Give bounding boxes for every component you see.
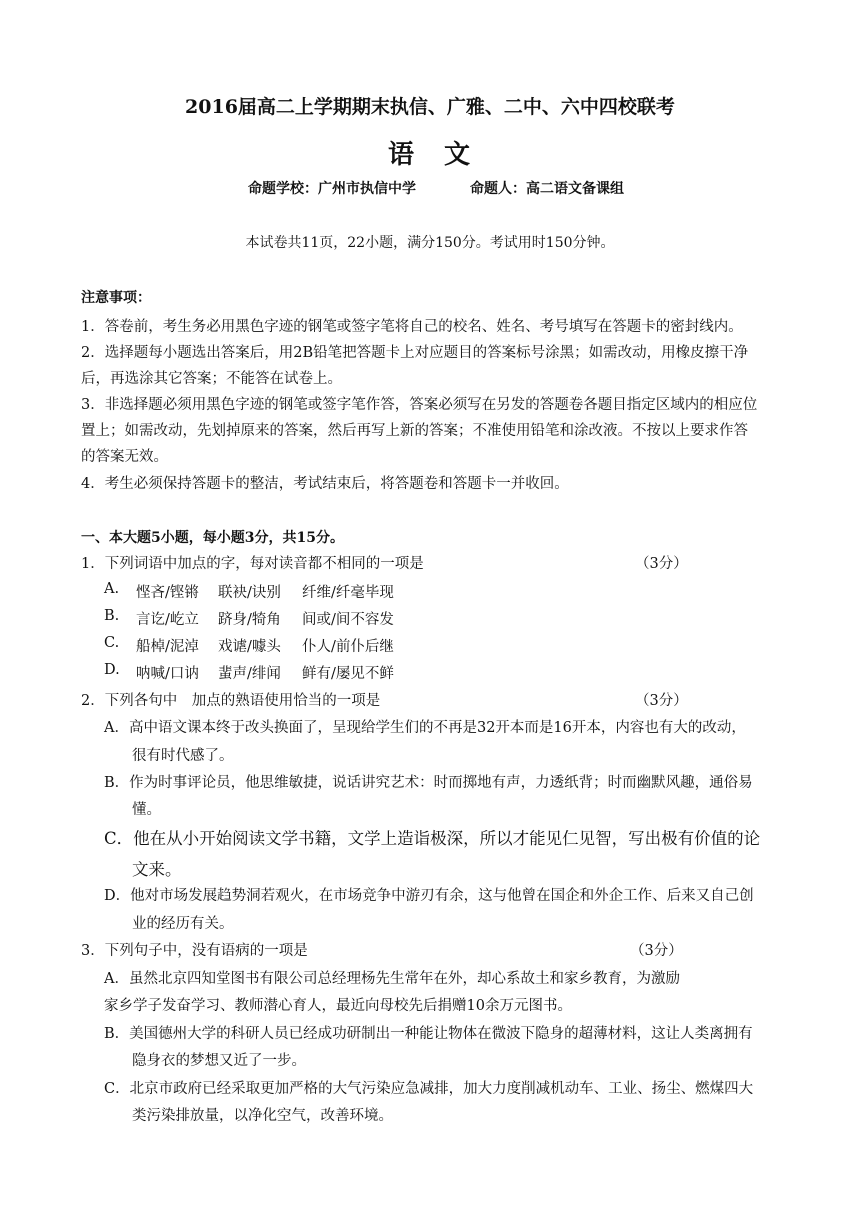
q1-option-b-word-3: 间或/间不容发 [302,612,394,628]
q1-option-d-word-1: 呐喊/口讷 [136,666,199,682]
q2-option-a-line-1: A．高中语文课本终于改头换面了，呈现给学生们的不再是32开本而是16开本，内容也有大的改动， [104,720,746,736]
q1-option-b-word-2: 跻身/犄角 [218,612,281,628]
notice-item-1: 1．答卷前，考生务必用黑色字迹的钢笔或签字笔将自己的校名、姓名、考号填写在答题卡的密封线内。 [81,319,743,335]
q2-option-d-line-2: 业的经历有关。 [132,916,234,932]
q3-option-a-line-2: 家乡学子发奋学习、教师潜心育人，最近向母校先后捐赠10余万元图书。 [104,998,572,1014]
q1-option-d-word-3: 鲜有/屡见不鲜 [302,666,394,682]
q2-option-c-line-1: C．他在从小开始阅读文学书籍，文学上造诣极深，所以才能见仁见智，写出极有价值的论 [104,829,761,848]
notice-heading: 注意事项： [81,290,151,306]
q1-option-d-word-2: 蜚声/绯闻 [218,666,281,682]
q1-option-c-word-1: 船棹/泥淖 [136,639,199,655]
q3-option-c-line-1: C．北京市政府已经采取更加严格的大气污染应急减排，加大力度削减机动车、工业、扬尘、燃煤四大 [104,1081,754,1097]
notice-item-2-line-1: 2．选择题每小题选出答案后，用2B铅笔把答题卡上对应题目的答案标号涂黑；如需改动，用橡皮擦干净 [81,345,749,361]
q1-option-a-word-3: 纤维/纤毫毕现 [302,585,394,601]
section-heading: 一、本大题5小题，每小题3分，共15分。 [81,530,344,546]
q2-option-d-line-1: D．他对市场发展趋势洞若观火，在市场竞争中游刃有余，这与他曾在国企和外企工作、后来又自己创 [104,888,754,904]
question-1-score: （3分） [635,556,688,572]
school-label: 命题学校：广州市执信中学 [248,181,416,197]
q2-option-c-line-2: 文来。 [132,860,182,879]
exam-info: 本试卷共11页，22小题，满分150分。考试用时150分钟。 [245,235,615,251]
q1-option-c-word-2: 戏谑/噱头 [218,639,281,655]
q2-option-b-line-1: B．作为时事评论员，他思维敏捷，说话讲究艺术：时而掷地有声，力透纸背；时而幽默风趣，通俗易 [104,775,753,791]
q3-option-b-line-1: B．美国德州大学的科研人员已经成功研制出一种能让物体在微波下隐身的超薄材料，这让人类离拥有 [104,1026,753,1042]
notice-item-4: 4．考生必须保持答题卡的整洁，考试结束后，将答题卷和答题卡一并收回。 [81,476,569,492]
question-2-stem: 2．下列各句中 加点的熟语使用恰当的一项是 [81,693,381,709]
q1-option-a-word-1: 悭吝/铿锵 [136,585,199,601]
q3-option-b-line-2: 隐身衣的梦想又近了一步。 [132,1053,306,1069]
question-2-score: （3分） [635,693,688,709]
q2-option-b-line-2: 懂。 [132,802,161,818]
q1-option-c-label: C. [104,635,120,651]
q1-option-a-word-2: 联袂/诀别 [218,585,281,601]
question-3-stem: 3．下列句子中，没有语病的一项是 [81,943,308,959]
subject-title: 语 文 [387,140,472,170]
q1-option-b-word-1: 言讫/屹立 [136,612,199,628]
author-label: 命题人：高二语文备课组 [470,181,624,197]
q1-option-a-label: A. [104,581,120,597]
question-3-score: （3分） [630,943,683,959]
notice-item-3-line-3: 的答案无效。 [81,449,168,465]
q1-option-c-word-3: 仆人/前仆后继 [302,639,394,655]
notice-item-2-line-2: 后，再选涂其它答案；不能答在试卷上。 [81,371,342,387]
q3-option-c-line-2: 类污染排放量，以净化空气，改善环境。 [132,1108,393,1124]
q1-option-b-label: B. [104,608,120,624]
q1-option-d-label: D. [104,662,120,678]
notice-item-3-line-2: 置上；如需改动，先划掉原来的答案，然后再写上新的答案；不准使用铅笔和涂改液。不按以上要求作答 [81,423,748,439]
exam-title: 2016届高二上学期期末执信、广雅、二中、六中四校联考 [185,96,675,118]
q2-option-a-line-2: 很有时代感了。 [132,748,234,764]
q3-option-a-line-1: A．虽然北京四知堂图书有限公司总经理杨先生常年在外，却心系故土和家乡教育，为激励 [104,971,680,987]
notice-item-3-line-1: 3．非选择题必须用黑色字迹的钢笔或签字笔作答，答案必须写在另发的答题卷各题目指定区域内的相应位 [81,397,758,413]
question-1-stem: 1．下列词语中加点的字，每对读音都不相同的一项是 [81,556,424,572]
